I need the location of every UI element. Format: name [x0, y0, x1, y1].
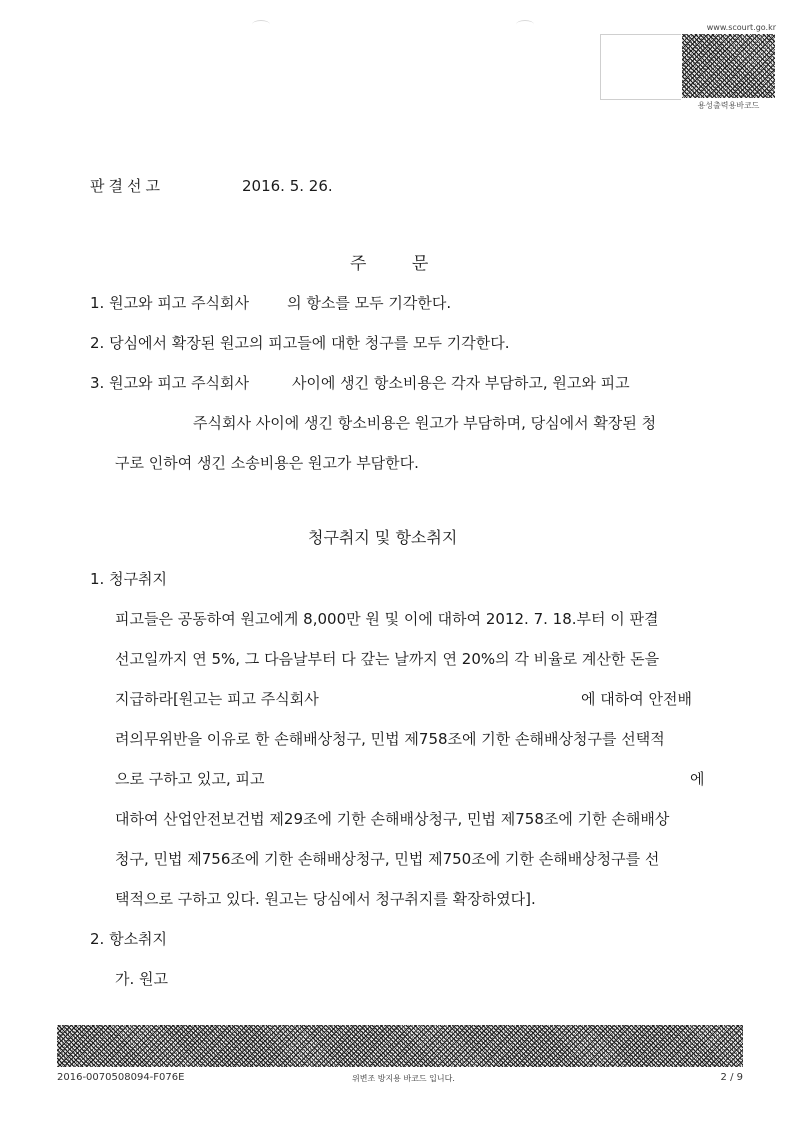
page-number: 2 / 9	[720, 1072, 743, 1083]
claims-line-6: 대하여 산업안전보건법 제29조에 기한 손해배상청구, 민법 제758조에 기한 손해배상	[115, 810, 670, 828]
order-item-3-cont-1: 주식회사 사이에 생긴 항소비용은 원고가 부담하며, 당심에서 확장된 청	[193, 414, 657, 432]
order-heading: 주 문	[350, 254, 429, 274]
order-item-1: 1. 원고와 피고 주식회사 의 항소를 모두 기각한다.	[90, 294, 452, 312]
order-item-3: 3. 원고와 피고 주식회사 사이에 생긴 항소비용은 각자 부담하고, 원고와 피고	[90, 374, 630, 392]
order-item-3-cont-2: 구로 인하여 생긴 소송비용은 원고가 부담한다.	[115, 454, 419, 472]
punch-mark-right	[516, 20, 534, 29]
claims-line-3a: 지급하라[원고는 피고 주식회사	[115, 690, 319, 708]
claims-line-4: 려의무위반을 이유로 한 손해배상청구, 민법 제758조에 기한 손해배상청구를 선택적	[115, 730, 665, 748]
site-url: www.scourt.go.kr	[706, 23, 776, 32]
claims-line-5a: 으로 구하고 있고, 피고	[115, 770, 265, 788]
barcode-caption: 용성출력용바코드	[697, 101, 760, 110]
claims-line-5b: 에	[690, 770, 705, 788]
order-item-2: 2. 당심에서 확장된 원고의 피고들에 대한 청구를 모두 기각한다.	[90, 334, 510, 352]
punch-mark-left	[252, 20, 270, 29]
claims-line-2: 선고일까지 연 5%, 그 다음날부터 다 갚는 날까지 연 20%의 각 비율로 계산한 돈을	[115, 650, 660, 668]
anti-forgery-notice: 위변조 방지용 바코드 입니다.	[352, 1074, 455, 1083]
security-barcode-image	[682, 34, 775, 98]
barcode-frame	[600, 34, 681, 100]
document-id: 2016-0070508094-F076E	[57, 1072, 185, 1083]
claims-line-7: 청구, 민법 제756조에 기한 손해배상청구, 민법 제750조에 기한 손해배상청구를 선	[115, 850, 660, 868]
claims-line-1: 피고들은 공동하여 원고에게 8,000만 원 및 이에 대하여 2012. 7. 18.부터 이 판결	[115, 610, 659, 628]
claims-heading: 청구취지 및 항소취지	[308, 528, 458, 547]
claims-section-1-title: 1. 청구취지	[90, 570, 168, 588]
claims-section-2-sub: 가. 원고	[115, 970, 169, 988]
verdict-label: 판결선고	[90, 177, 164, 195]
claims-line-3b: 에 대하여 안전배	[581, 690, 692, 708]
claims-line-8: 택적으로 구하고 있다. 원고는 당심에서 청구취지를 확장하였다].	[115, 890, 536, 908]
verdict-date: 2016. 5. 26.	[242, 177, 333, 195]
anti-forgery-barcode-strip	[57, 1025, 743, 1067]
claims-section-2-title: 2. 항소취지	[90, 930, 168, 948]
